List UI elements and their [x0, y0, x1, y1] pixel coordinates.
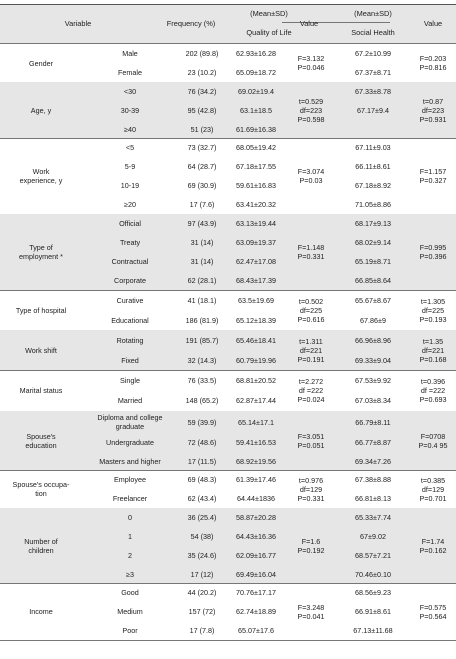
quality-of-life-cell: 69.02±19.4	[238, 87, 274, 96]
social-health-cell: 66.85±8.64	[355, 276, 391, 285]
category-cell: Poor	[122, 626, 138, 635]
social-health-cell: 67.11±9.03	[355, 143, 391, 152]
category-cell: 10-19	[120, 181, 140, 190]
category-cell: ≥40	[124, 124, 136, 134]
group-label: Type of employment *	[19, 243, 63, 261]
frequency-cell: 95 (42.8)	[187, 106, 217, 115]
category-cell: <5	[125, 143, 135, 152]
frequency-cell: 35 (24.6)	[187, 551, 217, 560]
frequency-cell: 31 (14)	[190, 238, 214, 247]
category-cell: Contractual	[111, 257, 149, 266]
frequency-cell: 17 (7.6)	[189, 200, 215, 209]
social-health-test-value: F=1.157 P=0.327	[419, 167, 447, 185]
social-health-cell: 68.56±9.23	[355, 588, 391, 597]
frequency-cell: 97 (43.9)	[187, 219, 217, 228]
quality-of-life-cell: 63.09±19.37	[236, 238, 276, 247]
social-health-cell: 67.37±8.71	[355, 68, 391, 77]
frequency-cell: 41 (18.1)	[187, 295, 217, 305]
frequency-cell: 157 (72)	[188, 607, 216, 616]
group-label: Type of hospital	[15, 305, 67, 315]
social-health-test-value: F=0.995 P=0.396	[419, 243, 447, 261]
frequency-cell: 64 (28.7)	[187, 162, 217, 171]
frequency-cell: 76 (33.5)	[187, 375, 217, 385]
quality-of-life-test-value: F=1.148 P=0.331	[297, 243, 325, 261]
quality-of-life-cell: 65.07±17.6	[238, 626, 274, 635]
category-cell: Undergraduate	[106, 438, 154, 447]
category-cell: Good	[121, 588, 139, 597]
group-label: Number of children	[24, 536, 58, 555]
frequency-cell: 62 (43.4)	[187, 494, 217, 503]
quality-of-life-cell: 62.93±16.28	[236, 49, 276, 58]
social-health-cell: 65.67±8.67	[355, 295, 391, 305]
category-cell: Corporate	[114, 276, 146, 285]
quality-of-life-cell: 64.43±16.36	[236, 532, 276, 541]
social-health-cell: 69.33±9.04	[355, 355, 391, 365]
frequency-cell: 32 (14.3)	[187, 355, 217, 365]
frequency-cell: 73 (32.7)	[187, 143, 217, 152]
quality-of-life-cell: 67.18±17.55	[236, 162, 276, 171]
social-health-test-value: F=0.203 P=0.816	[419, 54, 447, 72]
social-health-test-value: t=0.87 df=223 P=0.931	[419, 96, 447, 124]
quality-of-life-test-value: t=0.976 df=129 P=0.331	[297, 475, 325, 503]
social-health-cell: 68.17±9.13	[355, 219, 391, 228]
group-label: Work shift	[25, 345, 57, 355]
quality-of-life-cell: 69.49±16.04	[236, 569, 276, 579]
social-health-cell: 66.91±8.61	[355, 607, 391, 616]
quality-of-life-test-value: t=0.529 df=223 P=0.598	[297, 96, 325, 124]
social-health-cell: 69.34±7.26	[355, 456, 391, 466]
quality-of-life-test-value: F=3.132 P=0.046	[297, 54, 325, 72]
social-health-cell: 67.53±9.92	[355, 375, 391, 385]
quality-of-life-test-value: t=2.272 df =222 P=0.024	[297, 377, 325, 404]
group-divider	[0, 640, 456, 641]
category-cell: Married	[117, 396, 143, 405]
frequency-cell: 44 (20.2)	[187, 588, 217, 597]
frequency-cell: 54 (38)	[190, 532, 214, 541]
social-health-cell: 67.2±10.99	[355, 49, 391, 58]
quality-of-life-cell: 68.05±19.42	[236, 143, 276, 152]
category-cell: Diploma and college graduate	[97, 413, 163, 431]
quality-of-life-cell: 64.44±1836	[237, 494, 275, 503]
quality-of-life-cell: 65.14±17.1	[238, 417, 274, 427]
frequency-cell: 36 (25.4)	[187, 513, 217, 522]
frequency-cell: 17 (12)	[190, 569, 214, 579]
header-value-social: Value	[423, 19, 443, 29]
social-health-test-value: t=1.35 df=221 P=0.168	[419, 336, 447, 364]
category-cell: Masters and higher	[99, 456, 161, 466]
quality-of-life-cell: 63.5±19.69	[238, 295, 274, 305]
quality-of-life-cell: 60.79±19.96	[236, 355, 276, 365]
social-health-cell: 67.13±11.68	[353, 626, 393, 635]
category-cell: 0	[128, 513, 132, 522]
quality-of-life-test-value: F=3.051 P=0.051	[297, 431, 325, 450]
quality-of-life-cell: 61.69±16.38	[236, 124, 276, 134]
frequency-cell: 31 (14)	[190, 257, 214, 266]
header-mean-sd-social: (Mean±SD)	[354, 8, 392, 18]
quality-of-life-cell: 65.12±18.39	[236, 315, 276, 325]
social-health-cell: 66.79±8.11	[355, 417, 391, 427]
quality-of-life-cell: 68.81±20.52	[236, 375, 276, 385]
quality-of-life-cell: 63.41±20.32	[236, 200, 276, 209]
quality-of-life-cell: 62.74±18.89	[236, 607, 276, 616]
category-cell: Fixed	[121, 355, 139, 365]
quality-of-life-cell: 61.39±17.46	[236, 475, 276, 484]
frequency-cell: 59 (39.9)	[187, 417, 217, 427]
quality-of-life-test-value: F=3.248 P=0.041	[297, 602, 325, 621]
group-label: Marital status	[19, 386, 63, 395]
social-health-test-value: t=0.396 df =222 P=0.693	[419, 377, 447, 404]
category-cell: Female	[118, 68, 142, 77]
category-cell: 1	[128, 532, 132, 541]
frequency-cell: 72 (48.6)	[187, 438, 217, 447]
social-health-cell: 66.81±8.13	[355, 494, 391, 503]
quality-of-life-cell: 62.87±17.44	[236, 396, 276, 405]
category-cell: 5-9	[124, 162, 136, 171]
frequency-cell: 23 (10.2)	[187, 68, 217, 77]
social-health-cell: 67.03±8.34	[355, 396, 391, 405]
social-health-cell	[336, 120, 410, 138]
frequency-cell: 69 (30.9)	[187, 181, 217, 190]
quality-of-life-cell: 70.76±17.17	[236, 588, 276, 597]
social-health-cell: 66.96±8.96	[355, 335, 391, 345]
category-cell: Official	[119, 219, 141, 228]
frequency-cell: 202 (89.8)	[185, 49, 219, 58]
group-label: Work experience, y	[19, 167, 63, 185]
quality-of-life-cell: 58.87±20.28	[236, 513, 276, 522]
quality-of-life-cell: 63.13±19.44	[236, 219, 276, 228]
social-health-cell: 66.77±8.87	[355, 438, 391, 447]
category-cell: Single	[120, 375, 140, 385]
social-health-cell: 67.17±9.4	[357, 106, 389, 115]
header-mean-sd-qol: (Mean±SD)	[250, 8, 288, 18]
social-health-cell: 67.86±9	[360, 315, 386, 325]
category-cell: Freelancer	[112, 494, 148, 503]
social-health-cell: 71.05±8.86	[355, 200, 391, 209]
social-health-cell: 65.19±8.71	[355, 257, 391, 266]
social-health-test-value: F=0.575 P=0.564	[419, 602, 447, 621]
group-label: Gender	[29, 58, 53, 68]
frequency-cell: 76 (34.2)	[187, 87, 217, 96]
quality-of-life-cell: 65.09±18.72	[236, 68, 276, 77]
category-cell: <30	[123, 87, 137, 96]
quality-of-life-cell: 62.47±17.08	[236, 257, 276, 266]
category-cell: ≥20	[124, 200, 136, 209]
quality-of-life-cell: 65.46±18.41	[236, 335, 276, 345]
category-cell: 2	[128, 551, 132, 560]
category-cell: Educational	[111, 315, 149, 325]
category-cell: Treaty	[119, 238, 141, 247]
frequency-cell: 186 (81.9)	[185, 315, 219, 325]
category-cell: Male	[122, 49, 138, 58]
social-health-test-value: F=0708 P=0.4 95	[418, 431, 448, 450]
social-health-cell: 67.18±8.92	[355, 181, 391, 190]
category-cell: 30-39	[120, 106, 140, 115]
quality-of-life-cell: 59.41±16.53	[236, 438, 276, 447]
category-cell: Curative	[116, 295, 144, 305]
header-value-qol: Value	[299, 19, 319, 29]
quality-of-life-test-value: F=3.074 P=0.03	[297, 167, 325, 185]
social-health-cell: 67±9.02	[360, 532, 386, 541]
social-health-cell: 68.57±7.21	[355, 551, 391, 560]
social-health-cell: 67.33±8.78	[355, 87, 391, 96]
category-cell: Employee	[114, 475, 146, 484]
category-cell: ≥3	[126, 569, 134, 579]
category-cell: Medium	[117, 607, 143, 616]
quality-of-life-test-value: F=1.6 P=0.192	[297, 536, 325, 555]
social-health-cell: 65.33±7.74	[355, 513, 391, 522]
social-health-cell: 66.11±8.61	[355, 162, 391, 171]
frequency-cell: 62 (28.1)	[187, 276, 217, 285]
group-label: Income	[29, 607, 53, 616]
quality-of-life-cell: 62.09±16.77	[236, 551, 276, 560]
header-variable: Variable	[64, 19, 92, 29]
quality-of-life-cell: 68.43±17.39	[236, 276, 276, 285]
frequency-cell: 17 (7.8)	[189, 626, 215, 635]
quality-of-life-test-value: t=0.502 df=225 P=0.616	[297, 296, 325, 324]
social-health-cell: 68.02±9.14	[355, 238, 391, 247]
social-health-test-value: t=0.385 df=129 P=0.701	[419, 475, 447, 503]
group-label: Spouse's occupa- tion	[12, 480, 70, 498]
frequency-cell: 69 (48.3)	[187, 475, 217, 484]
quality-of-life-cell: 59.61±16.83	[236, 181, 276, 190]
social-health-cell: 67.38±8.88	[355, 475, 391, 484]
frequency-cell: 148 (65.2)	[185, 396, 219, 405]
frequency-cell: 51 (23)	[190, 124, 214, 134]
group-label: Spouse's education	[25, 431, 57, 450]
header-qol: Quality of Life	[246, 28, 292, 38]
category-cell: Rotating	[116, 335, 144, 345]
social-health-test-value: t=1.305 df=225 P=0.193	[419, 296, 447, 324]
quality-of-life-cell: 68.92±19.56	[236, 456, 276, 466]
social-health-test-value: F=1.74 P=0.162	[419, 536, 447, 555]
header-frequency: Frequency (%)	[166, 19, 216, 29]
social-health-cell: 70.46±0.10	[355, 569, 391, 579]
quality-of-life-test-value: t=1.311 df=221 P=0.191	[297, 336, 325, 364]
header-social-health: Social Health	[351, 28, 395, 38]
group-label: Age, y	[30, 105, 52, 115]
frequency-cell: 17 (11.5)	[187, 456, 217, 466]
frequency-cell: 191 (85.7)	[185, 335, 219, 345]
quality-of-life-cell: 63.1±18.5	[240, 106, 272, 115]
